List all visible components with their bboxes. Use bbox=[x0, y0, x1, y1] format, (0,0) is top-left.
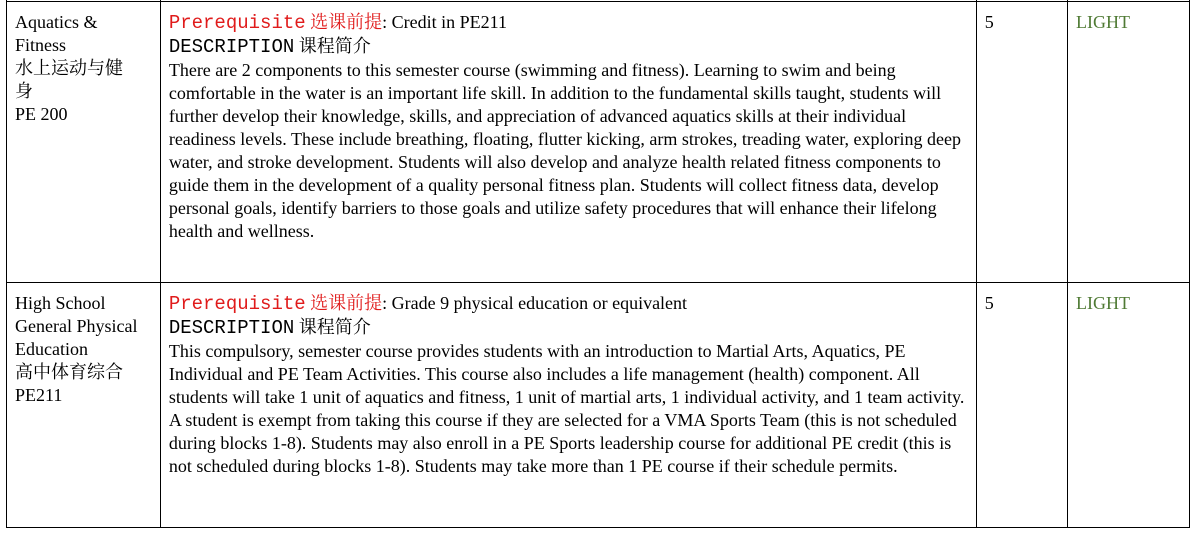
course-name-cell bbox=[7, 283, 161, 528]
description-label-cn: 课程简介 bbox=[298, 317, 371, 337]
prerequisite-line bbox=[169, 11, 968, 35]
course-code: PE 200 bbox=[15, 104, 68, 124]
level-badge: LIGHT bbox=[1075, 293, 1130, 313]
description-label: DESCRIPTION bbox=[168, 36, 295, 58]
course-name-line: General Physical bbox=[15, 316, 138, 336]
prerequisite-value: : Grade 9 physical education or equivalent bbox=[382, 293, 688, 313]
description-label-cn: 课程简介 bbox=[298, 36, 371, 56]
course-name-cn: 水上运动与健 bbox=[15, 58, 123, 78]
table-row bbox=[7, 2, 1190, 283]
prerequisite-label: Prerequisite bbox=[168, 293, 306, 315]
credits-cell bbox=[976, 283, 1067, 528]
course-name-line: Education bbox=[15, 339, 88, 359]
course-name-line: Fitness bbox=[15, 35, 67, 55]
credits-value: 5 bbox=[984, 12, 994, 32]
course-description-cell bbox=[160, 2, 976, 283]
prerequisite-label-cn: 选课前提 bbox=[310, 12, 383, 32]
course-name-cn: 高中体育综合 bbox=[15, 362, 123, 382]
level-badge: LIGHT bbox=[1075, 12, 1130, 32]
credits-cell bbox=[976, 2, 1067, 283]
prerequisite-label: Prerequisite bbox=[168, 12, 306, 34]
course-name-line: Aquatics & bbox=[15, 12, 98, 32]
course-table bbox=[6, 0, 1190, 528]
description-heading bbox=[169, 316, 968, 340]
description-heading bbox=[169, 35, 968, 59]
course-name-cn: 身 bbox=[15, 81, 33, 101]
prerequisite-line bbox=[169, 292, 968, 316]
level-cell bbox=[1067, 2, 1189, 283]
prerequisite-value: : Credit in PE211 bbox=[382, 12, 507, 32]
description-text: There are 2 components to this semester course (swimming and fitness). Learning to swim and being comfortable in the water is an important life skill. In addition to the fundamental skills taught, students will further develop their knowledge, skills, and appreciation of advanced aquatics skills at their individual readiness levels. These include breathing, floating, flutter kicking, arm strokes, treading water, exploring deep water, and stroke development. Students will also develop and analyze health related fitness components to guide them in the development of a quality personal fitness plan. Students will collect fitness data, develop personal goals, identify barriers to those goals and utilize safety procedures that will enhance their lifelong health and wellness. bbox=[168, 60, 962, 241]
description-text: This compulsory, semester course provides students with an introduction to Martial Arts, Aquatics, PE Individual and PE Team Activities. This course also includes a life management (health) component. All students will take 1 unit of aquatics and fitness, 1 unit of martial arts, 1 individual activity, and 1 team activity. A student is exempt from taking this course if they are selected for a VMA Sports Team (this is not scheduled during blocks 1-8). Students may also enroll in a PE Sports leadership course for additional PE credit (this is not scheduled during blocks 1-8). Students may take more than 1 PE course if their schedule permits. bbox=[168, 341, 965, 476]
level-cell bbox=[1067, 283, 1189, 528]
credits-value: 5 bbox=[984, 293, 994, 313]
description-label: DESCRIPTION bbox=[168, 317, 295, 339]
course-name-line: High School bbox=[15, 293, 106, 313]
course-code: PE211 bbox=[15, 385, 63, 405]
table-row bbox=[7, 283, 1190, 528]
course-description-cell bbox=[160, 283, 976, 528]
course-name-cell bbox=[7, 2, 161, 283]
prerequisite-label-cn: 选课前提 bbox=[310, 293, 383, 313]
